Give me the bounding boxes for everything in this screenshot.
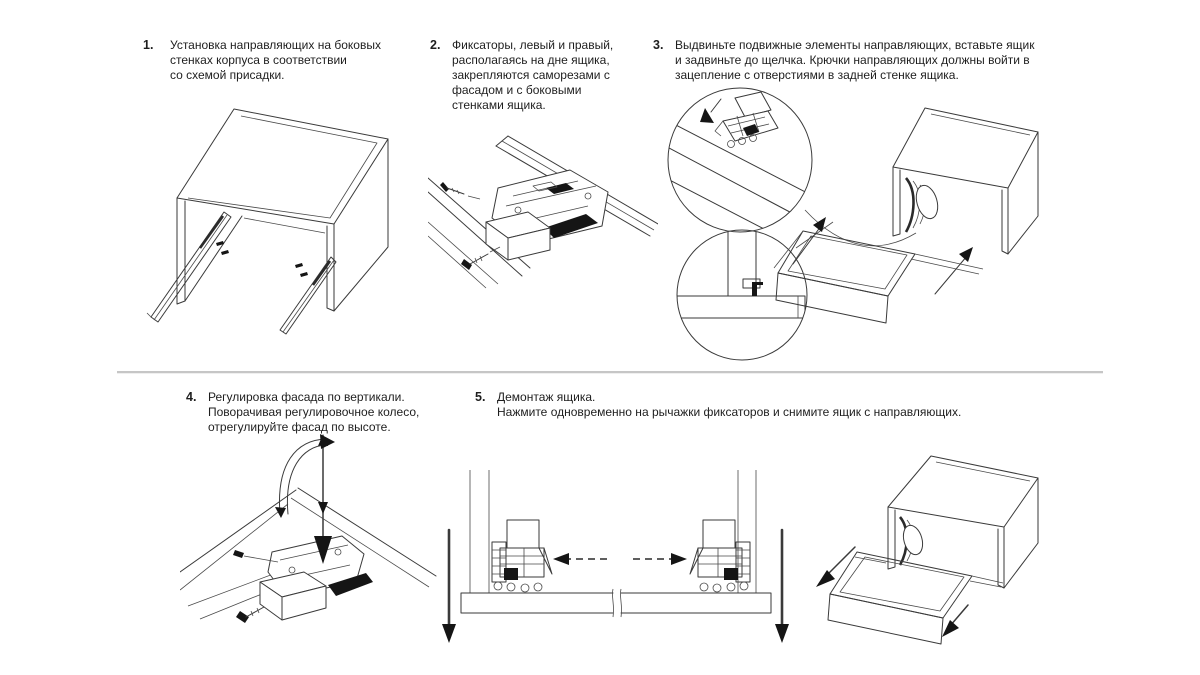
step-number: 4. [186, 390, 197, 404]
step-text: Демонтаж ящика. Нажмите одновременно на рычажки фиксаторов и снимите ящик с направляющих. [497, 390, 962, 419]
step-5 [475, 390, 961, 420]
figure-press-fixator-levers [440, 430, 800, 662]
step-number: 2. [430, 38, 441, 52]
cabinet-drawing [893, 108, 1038, 254]
figure-facade-adjustment [180, 430, 440, 662]
section-divider [117, 371, 1103, 374]
step-number: 5. [475, 390, 486, 404]
step-text: Установка направляющих на боковых стенках корпуса в соответствии со схемой присадки. [170, 38, 381, 82]
figure-drawer-removal [800, 425, 1080, 667]
step-1 [143, 38, 381, 83]
figure-cabinet-with-mounted-slides [128, 92, 428, 357]
figure-drawer-insertion [653, 86, 1073, 368]
step-number: 3. [653, 38, 664, 52]
left-fixator [492, 520, 552, 592]
step-text: Выдвиньте подвижные элементы направляющих, вставьте ящик и задвиньте до щелчка. Крючки направляющих должны войти в зацепление с отверстиями в задней стенке ящика. [675, 38, 1035, 82]
step-4 [186, 390, 419, 435]
fixator-latch-detail-circle [653, 92, 813, 266]
figure-drawer-corner-fixator [428, 126, 658, 326]
hook-engagement-detail-circle [673, 226, 805, 318]
step-2 [430, 38, 613, 113]
right-fixator [690, 520, 750, 592]
step-number: 1. [143, 38, 154, 52]
step-text: Фиксаторы, левый и правый, располагаясь на дне ящика, закрепляются саморезами с фасадом и с боковыми стенками ящика. [452, 38, 614, 112]
step-3 [653, 38, 1034, 83]
step-text: Регулировка фасада по вертикали. Поворачивая регулировочное колесо, отрегулируйте фасад по высоте. [208, 390, 420, 434]
